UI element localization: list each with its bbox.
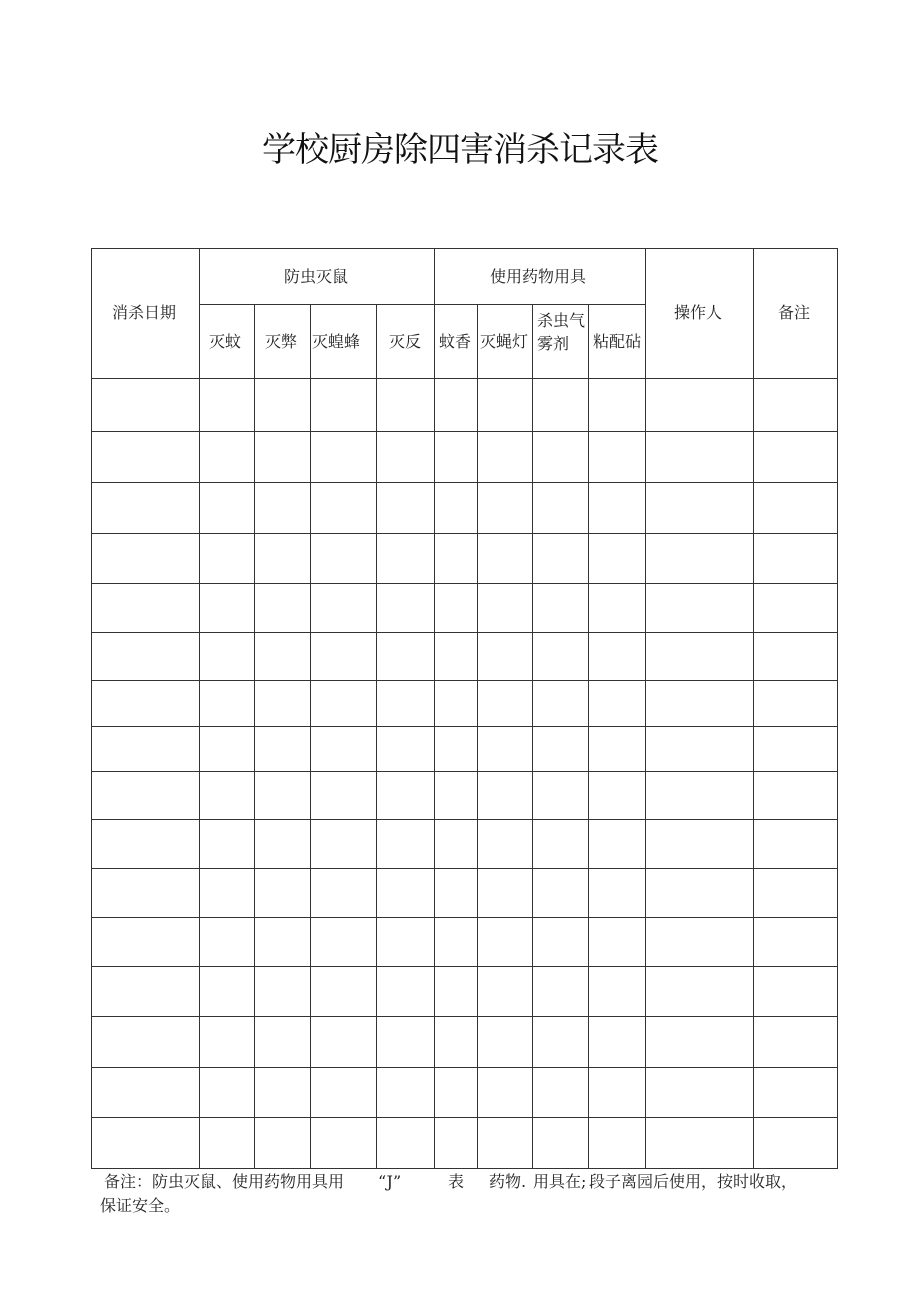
subheader-mosquito: 灭蚊 <box>209 332 242 351</box>
table-row-line <box>91 1168 838 1169</box>
subheader-sticky-board: 粘配砧 <box>593 332 642 351</box>
table-row <box>91 632 837 680</box>
table-row <box>91 533 837 583</box>
table-border-top <box>91 248 838 249</box>
table-row <box>91 378 837 431</box>
table-subheader-divider <box>199 304 646 305</box>
subheader-spray: 杀虫气 雾剂 <box>537 311 586 353</box>
table-row <box>91 431 837 482</box>
table-row <box>91 771 837 819</box>
footnote-part3: 药物. <box>489 1172 527 1191</box>
table-row <box>91 1067 837 1117</box>
subheader-mosquito-coil: 蚊香 <box>439 332 472 351</box>
table-row <box>91 482 837 533</box>
header-remark: 备注 <box>778 303 811 322</box>
table-row <box>91 680 837 726</box>
subheader-fly: 灭蝗蜂 <box>312 332 361 351</box>
table-row <box>91 868 837 917</box>
table-row <box>91 819 837 868</box>
footnote-part4: 用具在; <box>533 1172 587 1191</box>
footnote-mark: “J” <box>378 1172 402 1191</box>
header-date: 消杀日期 <box>112 303 177 322</box>
header-operator: 操作人 <box>674 303 723 322</box>
header-group-tools: 使用药物用具 <box>490 267 587 286</box>
page-title: 学校厨房除四害消杀记录表 <box>262 130 658 170</box>
table-row <box>91 917 837 966</box>
subheader-rat: 灭反 <box>389 332 422 351</box>
table-row <box>91 966 837 1016</box>
table-row <box>91 726 837 771</box>
subheader-fly-lamp: 灭蝇灯 <box>480 332 529 351</box>
header-group-pest-control: 防虫灭鼠 <box>284 267 349 286</box>
table-row <box>91 1117 837 1168</box>
table-row <box>91 583 837 632</box>
subheader-cockroach: 灭弊 <box>265 332 298 351</box>
table-row <box>91 1016 837 1067</box>
footnote-part2: 表 <box>448 1172 465 1191</box>
footnote-part5: 段子离园后使用，按时收取， <box>589 1172 798 1191</box>
table-column-line <box>837 248 838 1169</box>
footnote-line2: 保证安全。 <box>100 1196 181 1215</box>
footnote-part1: 备注：防虫灭鼠、使用药物用具用 <box>104 1172 345 1191</box>
